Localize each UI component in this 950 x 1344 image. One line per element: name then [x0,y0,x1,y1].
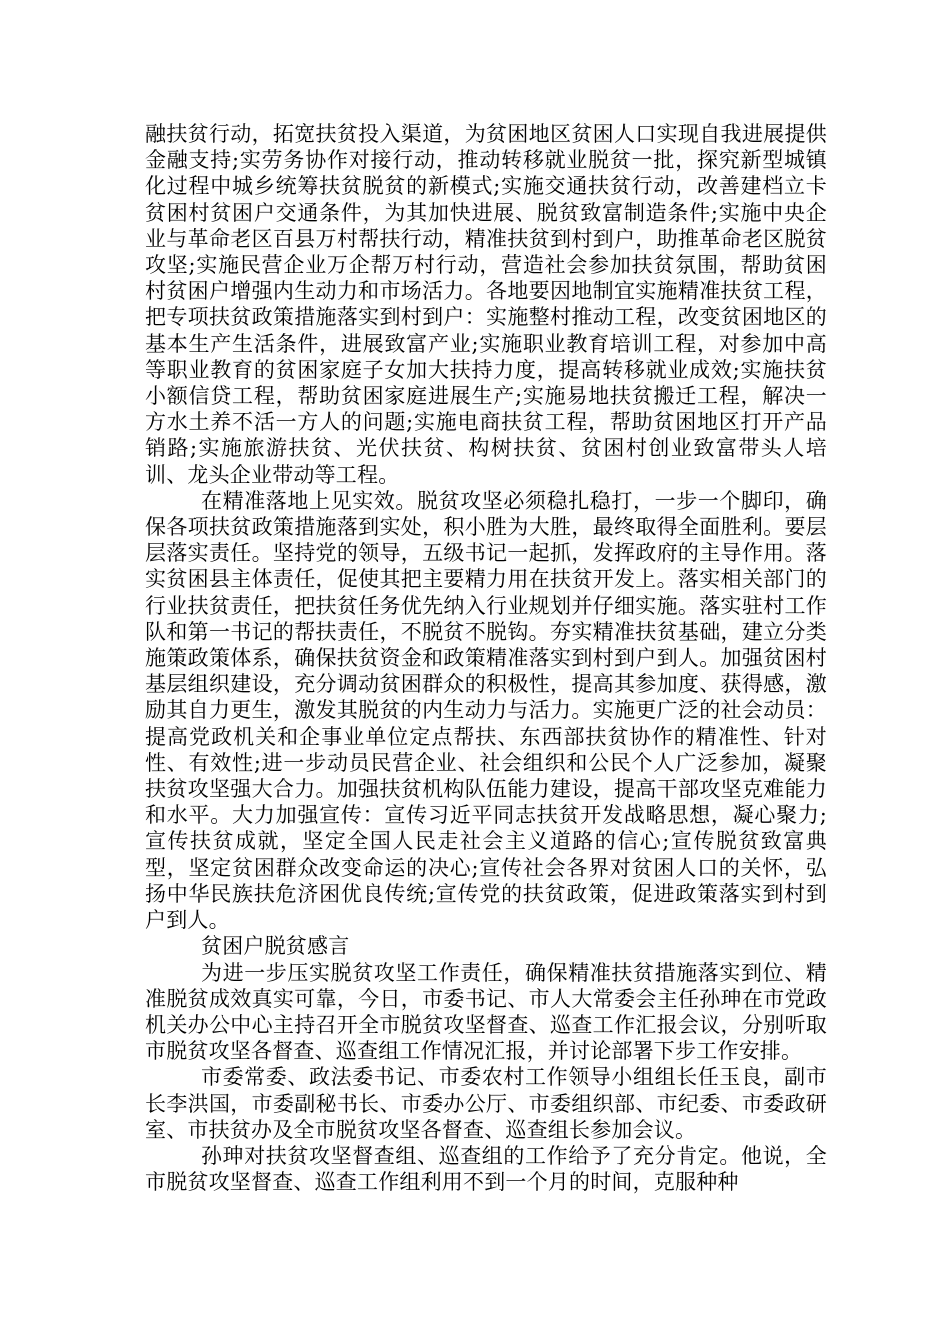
document-body [145,121,827,1195]
paragraph-2: 在精准落地上见实效。脱贫攻坚必须稳扎稳打，一步一个脚印，确保各项扶贫政策措施落到实处，积小胜为大胜，最终取得全面胜利。要层层落实责任。坚持党的领导，五级书记一起抓，发挥政府的主导作用。落实贫困县主体责任，促使其把主要精力用在扶贫开发上。落实相关部门的行业扶贫责任，把扶贫任务优先纳入行业规划并仔细实施。落实驻村工作队和第一书记的帮扶责任，不脱贫不脱钩。夯实精准扶贫基础，建立分类施策政策体系，确保扶贫资金和政策精准落实到村到户到人。加强贫困村基层组织建设，充分调动贫困群众的积极性，提高其参加度、获得感，激励其自力更生，激发其脱贫的内生动力与活力。实施更广泛的社会动员：提高党政机关和企事业单位定点帮扶、东西部扶贫协作的精准性、针对性、有效性;进一步动员民营企业、社会组织和公民个人广泛参加，凝聚扶贫攻坚强大合力。加强扶贫机构队伍能力建设，提高干部攻坚克难能力和水平。大力加强宣传：宣传习近平同志扶贫开发战略思想，凝心聚力;宣传扶贫成就，坚定全国人民走社会主义道路的信心;宣传脱贫致富典型，坚定贫困群众改变命运的决心;宣传社会各界对贫困人口的关怀，弘扬中华民族扶危济困优良传统;宣传党的扶贫政策，促进政策落实到村到户到人。 [145,488,827,933]
paragraph-3: 为进一步压实脱贫攻坚工作责任，确保精准扶贫措施落实到位、精准脱贫成效真实可靠，今日，市委书记、市人大常委会主任孙珅在市党政机关办公中心主持召开全市脱贫攻坚督查、巡查工作汇报会议，分别听取市脱贫攻坚各督查、巡查组工作情况汇报，并讨论部署下步工作安排。 [145,960,827,1064]
section-heading: 贫困户脱贫感言 [201,934,350,959]
paragraph-1: 融扶贫行动，拓宽扶贫投入渠道，为贫困地区贫困人口实现自我进展提供金融支持;实劳务协作对接行动，推动转移就业脱贫一批，探究新型城镇化过程中城乡统筹扶贫脱贫的新模式;实施交通扶贫行动，改善建档立卡贫困村贫困户交通条件，为其加快进展、脱贫致富制造条件;实施中央企业与革命老区百县万村帮扶行动，精准扶贫到村到户，助推革命老区脱贫攻坚;实施民营企业万企帮万村行动，营造社会参加扶贫氛围，帮助贫困村贫困户增强内生动力和市场活力。各地要因地制宜实施精准扶贫工程，把专项扶贫政策措施落实到村到户：实施整村推动工程，改变贫困地区的基本生产生活条件，进展致富产业;实施职业教育培训工程，对参加中高等职业教育的贫困家庭子女加大扶持力度，提高转移就业成效;实施扶贫小额信贷工程，帮助贫困家庭进展生产;实施易地扶贫搬迁工程，解决一方水土养不活一方人的问题;实施电商扶贫工程，帮助贫困地区打开产品销路;实施旅游扶贫、光伏扶贫、构树扶贫、贫困村创业致富带头人培训、龙头企业带动等工程。 [145,122,827,487]
paragraph-5: 孙珅对扶贫攻坚督查组、巡查组的工作给予了充分肯定。他说，全市脱贫攻坚督查、巡查工作组利用不到一个月的时间，克服种种 [145,1143,827,1195]
paragraph-4: 市委常委、政法委书记、市委农村工作领导小组组长任玉良，副市长李洪国，市委副秘书长、市委办公厅、市委组织部、市纪委、市委政研室、市扶贫办及全市脱贫攻坚各督查、巡查组长参加会议。 [145,1065,827,1142]
